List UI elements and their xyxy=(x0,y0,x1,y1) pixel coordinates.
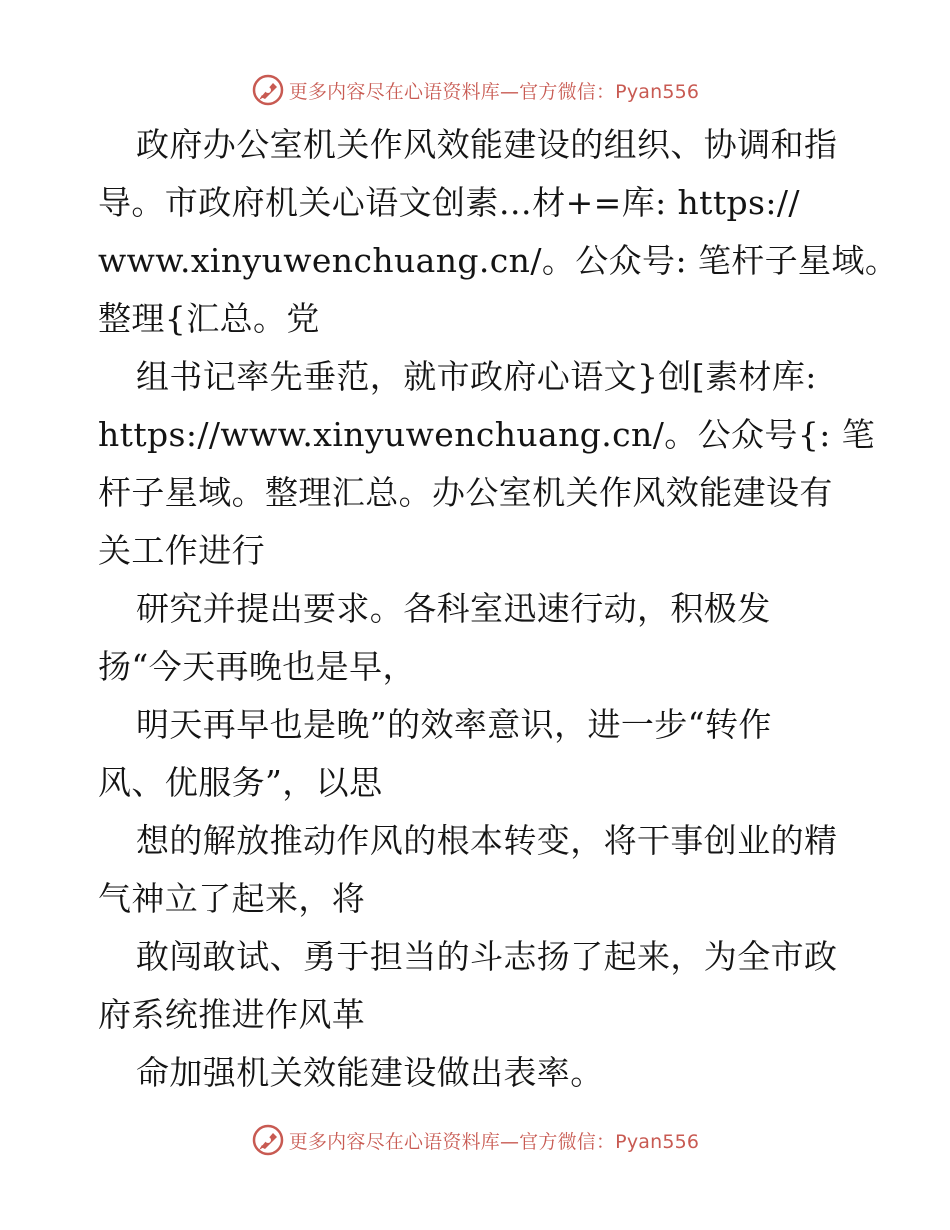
text-line: www.xinyuwenchuang.cn/。公众号: 笔杆子星域。 xyxy=(98,241,899,280)
header-banner xyxy=(0,70,950,110)
text-line: 政府办公室机关作风效能建设的组织、协调和指 xyxy=(136,125,838,164)
pen-nib-logo-icon xyxy=(251,73,285,107)
text-line: 研究并提出要求。各科室迅速行动，积极发 xyxy=(136,589,771,628)
footer-banner xyxy=(0,1120,950,1160)
text-line: 组书记率先垂范，就市政府心语文}创[素材库: xyxy=(136,357,817,396)
text-line: 风、优服务”，以思 xyxy=(98,763,383,802)
document-body xyxy=(98,116,899,1102)
text-line: 气神立了起来，将 xyxy=(98,879,366,918)
text-line: 整理{汇总。党 xyxy=(98,299,320,338)
text-line: 想的解放推动作风的根本转变，将干事创业的精 xyxy=(136,821,838,860)
text-line: 扬“今天再晚也是早， xyxy=(98,647,416,686)
pen-nib-logo-icon xyxy=(251,1123,285,1157)
text-line: 杆子星域。整理汇总。办公室机关作风效能建设有 xyxy=(98,473,833,512)
text-line: 明天再早也是晚”的效率意识，进一步“转作 xyxy=(136,705,772,744)
text-line: 敢闯敢试、勇于担当的斗志扬了起来，为全市政 xyxy=(136,937,838,976)
text-line: 导。市政府机关心语文创素…材+=库: https:// xyxy=(98,183,800,222)
text-line: 命加强机关效能建设做出表率。 xyxy=(136,1053,604,1092)
banner-text: 更多内容尽在心语资料库—官方微信：Pyan556 xyxy=(288,80,700,103)
banner-text: 更多内容尽在心语资料库—官方微信：Pyan556 xyxy=(288,1130,700,1153)
text-line: 关工作进行 xyxy=(98,531,265,570)
text-line: 府系统推进作风革 xyxy=(98,995,366,1034)
text-line: https://www.xinyuwenchuang.cn/。公众号{: 笔 xyxy=(98,415,876,454)
